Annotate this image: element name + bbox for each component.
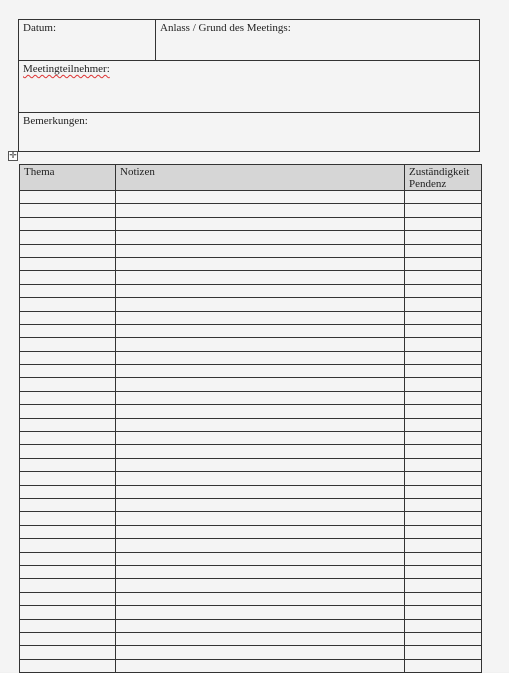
thema-cell[interactable]	[20, 365, 116, 378]
thema-cell[interactable]	[20, 646, 116, 659]
thema-cell[interactable]	[20, 619, 116, 632]
zustaendigkeit-cell[interactable]	[405, 191, 482, 204]
notizen-cell[interactable]	[116, 525, 405, 538]
zustaendigkeit-cell[interactable]	[405, 579, 482, 592]
notizen-cell[interactable]	[116, 311, 405, 324]
thema-cell[interactable]	[20, 271, 116, 284]
zustaendigkeit-cell[interactable]	[405, 498, 482, 511]
thema-cell[interactable]	[20, 217, 116, 230]
notes-table	[19, 164, 482, 673]
table-row	[20, 432, 482, 445]
thema-cell[interactable]	[20, 565, 116, 578]
table-row	[20, 619, 482, 632]
participants-field[interactable]	[19, 61, 479, 112]
date-label: Datum:	[23, 22, 56, 34]
zustaendigkeit-cell[interactable]	[405, 204, 482, 217]
notizen-cell[interactable]	[116, 338, 405, 351]
table-row	[20, 191, 482, 204]
thema-cell[interactable]	[20, 592, 116, 605]
thema-cell[interactable]	[20, 418, 116, 431]
zustaendigkeit-cell[interactable]	[405, 552, 482, 565]
thema-cell[interactable]	[20, 324, 116, 337]
table-row	[20, 231, 482, 244]
notizen-cell[interactable]	[116, 458, 405, 471]
remarks-label: Bemerkungen:	[23, 115, 88, 127]
zustaendigkeit-cell[interactable]	[405, 619, 482, 632]
table-row	[20, 659, 482, 672]
occasion-label: Anlass / Grund des Meetings:	[160, 22, 291, 34]
thema-cell[interactable]	[20, 525, 116, 538]
move-icon[interactable]: ✛	[9, 151, 17, 161]
notizen-cell[interactable]	[116, 539, 405, 552]
notizen-cell[interactable]	[116, 284, 405, 297]
zustaendigkeit-cell[interactable]	[405, 659, 482, 672]
zustaendigkeit-cell[interactable]	[405, 405, 482, 418]
participants-label: Meetingteilnehmer:	[23, 63, 110, 75]
zustaendigkeit-cell[interactable]	[405, 284, 482, 297]
table-row	[20, 298, 482, 311]
notizen-cell[interactable]	[116, 646, 405, 659]
column-header-notizen-label: Notizen	[120, 166, 155, 178]
notizen-cell[interactable]	[116, 432, 405, 445]
zustaendigkeit-cell[interactable]	[405, 418, 482, 431]
thema-cell[interactable]	[20, 257, 116, 270]
thema-cell[interactable]	[20, 552, 116, 565]
table-row	[20, 552, 482, 565]
table-row	[20, 445, 482, 458]
zustaendigkeit-cell[interactable]	[405, 338, 482, 351]
thema-cell[interactable]	[20, 405, 116, 418]
zustaendigkeit-cell[interactable]	[405, 512, 482, 525]
thema-cell[interactable]	[20, 338, 116, 351]
table-row	[20, 244, 482, 257]
table-row	[20, 324, 482, 337]
zustaendigkeit-cell[interactable]	[405, 244, 482, 257]
notizen-cell[interactable]	[116, 244, 405, 257]
notizen-cell[interactable]	[116, 271, 405, 284]
thema-cell[interactable]	[20, 539, 116, 552]
thema-cell[interactable]	[20, 432, 116, 445]
zustaendigkeit-cell[interactable]	[405, 539, 482, 552]
header-row-date-occasion	[19, 20, 479, 61]
zustaendigkeit-cell[interactable]	[405, 298, 482, 311]
notizen-cell[interactable]	[116, 619, 405, 632]
table-row	[20, 458, 482, 471]
notizen-cell[interactable]	[116, 231, 405, 244]
thema-cell[interactable]	[20, 311, 116, 324]
table-row	[20, 217, 482, 230]
zustaendigkeit-cell[interactable]	[405, 311, 482, 324]
zustaendigkeit-cell[interactable]	[405, 231, 482, 244]
notizen-cell[interactable]	[116, 217, 405, 230]
thema-cell[interactable]	[20, 606, 116, 619]
meeting-header-table	[18, 19, 480, 152]
table-row	[20, 485, 482, 498]
thema-cell[interactable]	[20, 472, 116, 485]
column-header-zustaendigkeit	[405, 165, 482, 191]
table-row	[20, 606, 482, 619]
zustaendigkeit-cell[interactable]	[405, 365, 482, 378]
occasion-field[interactable]	[156, 20, 479, 60]
notizen-cell[interactable]	[116, 351, 405, 364]
table-row	[20, 405, 482, 418]
notizen-cell[interactable]	[116, 485, 405, 498]
zustaendigkeit-cell[interactable]	[405, 458, 482, 471]
thema-cell[interactable]	[20, 512, 116, 525]
thema-cell[interactable]	[20, 659, 116, 672]
table-row	[20, 378, 482, 391]
table-row	[20, 592, 482, 605]
table-row	[20, 351, 482, 364]
thema-cell[interactable]	[20, 485, 116, 498]
thema-cell[interactable]	[20, 204, 116, 217]
notizen-cell[interactable]	[116, 606, 405, 619]
thema-cell[interactable]	[20, 498, 116, 511]
thema-cell[interactable]	[20, 191, 116, 204]
notizen-cell[interactable]	[116, 365, 405, 378]
notizen-cell[interactable]	[116, 472, 405, 485]
column-header-zustaendigkeit-line-1: Zuständigkeit	[409, 166, 470, 178]
zustaendigkeit-cell[interactable]	[405, 432, 482, 445]
notizen-cell[interactable]	[116, 498, 405, 511]
zustaendigkeit-cell[interactable]	[405, 565, 482, 578]
thema-cell[interactable]	[20, 284, 116, 297]
zustaendigkeit-cell[interactable]	[405, 351, 482, 364]
notizen-cell[interactable]	[116, 324, 405, 337]
notizen-cell[interactable]	[116, 257, 405, 270]
table-row	[20, 365, 482, 378]
zustaendigkeit-cell[interactable]	[405, 445, 482, 458]
notizen-cell[interactable]	[116, 579, 405, 592]
zustaendigkeit-cell[interactable]	[405, 646, 482, 659]
notizen-cell[interactable]	[116, 405, 405, 418]
zustaendigkeit-cell[interactable]	[405, 257, 482, 270]
notizen-cell[interactable]	[116, 391, 405, 404]
table-row	[20, 418, 482, 431]
zustaendigkeit-cell[interactable]	[405, 606, 482, 619]
table-row	[20, 472, 482, 485]
notizen-cell[interactable]	[116, 632, 405, 645]
notizen-cell[interactable]	[116, 512, 405, 525]
column-header-thema-label: Thema	[24, 166, 55, 178]
zustaendigkeit-cell[interactable]	[405, 485, 482, 498]
thema-cell[interactable]	[20, 391, 116, 404]
table-row	[20, 646, 482, 659]
table-row	[20, 391, 482, 404]
table-row	[20, 579, 482, 592]
zustaendigkeit-cell[interactable]	[405, 592, 482, 605]
notizen-cell[interactable]	[116, 418, 405, 431]
zustaendigkeit-cell[interactable]	[405, 378, 482, 391]
thema-cell[interactable]	[20, 378, 116, 391]
header-row-participants	[19, 61, 479, 113]
thema-cell[interactable]	[20, 445, 116, 458]
zustaendigkeit-cell[interactable]	[405, 391, 482, 404]
table-row	[20, 284, 482, 297]
table-row	[20, 539, 482, 552]
zustaendigkeit-cell[interactable]	[405, 324, 482, 337]
notizen-cell[interactable]	[116, 565, 405, 578]
notes-table-body	[20, 191, 482, 673]
thema-cell[interactable]	[20, 579, 116, 592]
zustaendigkeit-cell[interactable]	[405, 271, 482, 284]
column-header-thema	[20, 165, 116, 191]
notizen-cell[interactable]	[116, 378, 405, 391]
notizen-cell[interactable]	[116, 659, 405, 672]
notizen-cell[interactable]	[116, 191, 405, 204]
zustaendigkeit-cell[interactable]	[405, 472, 482, 485]
notes-table-header-row	[20, 165, 482, 191]
date-field[interactable]	[19, 20, 156, 60]
zustaendigkeit-cell[interactable]	[405, 632, 482, 645]
table-row	[20, 257, 482, 270]
notizen-cell[interactable]	[116, 552, 405, 565]
thema-cell[interactable]	[20, 351, 116, 364]
thema-cell[interactable]	[20, 458, 116, 471]
remarks-field[interactable]	[19, 113, 479, 151]
table-row	[20, 498, 482, 511]
table-row	[20, 271, 482, 284]
table-row	[20, 204, 482, 217]
table-row	[20, 525, 482, 538]
zustaendigkeit-cell[interactable]	[405, 217, 482, 230]
table-row	[20, 338, 482, 351]
table-row	[20, 311, 482, 324]
table-row	[20, 565, 482, 578]
column-header-zustaendigkeit-line-2: Pendenz	[409, 178, 447, 190]
table-row	[20, 512, 482, 525]
thema-cell[interactable]	[20, 298, 116, 311]
thema-cell[interactable]	[20, 632, 116, 645]
header-row-remarks	[19, 113, 479, 151]
thema-cell[interactable]	[20, 231, 116, 244]
notizen-cell[interactable]	[116, 445, 405, 458]
thema-cell[interactable]	[20, 244, 116, 257]
zustaendigkeit-cell[interactable]	[405, 525, 482, 538]
table-row	[20, 632, 482, 645]
notizen-cell[interactable]	[116, 204, 405, 217]
column-header-notizen	[116, 165, 405, 191]
notizen-cell[interactable]	[116, 298, 405, 311]
notizen-cell[interactable]	[116, 592, 405, 605]
